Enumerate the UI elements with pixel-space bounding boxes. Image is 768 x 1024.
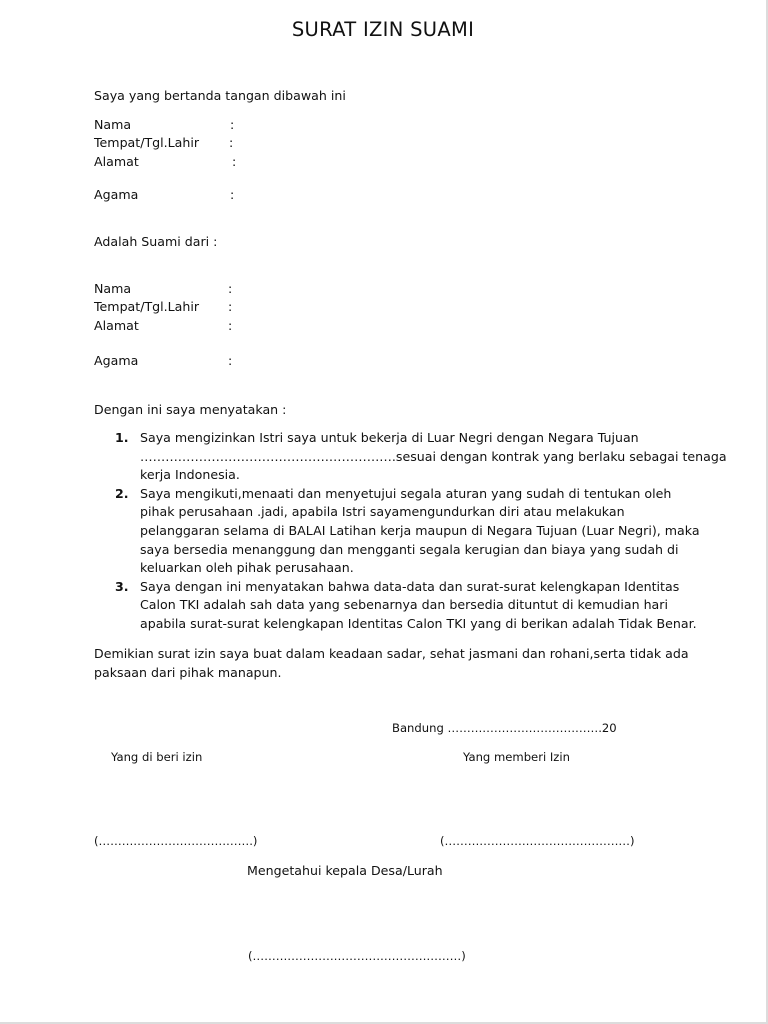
sign-right-label: Yang memberi Izin [463,750,570,764]
place-date: Bandung ………………………………….20 [392,721,617,735]
list-line: …………………………………………………….sesuai dengan kontrak yang berlaku sebagai tenaga [140,449,727,464]
list-line: pihak perusahaan .jadi, apabila Istri sayamengundurkan diri atau melakukan [140,504,625,519]
document-title: SURAT IZIN SUAMI [291,18,475,41]
field-label: Agama [94,353,139,368]
list-line: Calon TKI adalah sah data yang sebenarnya dan bersedia dituntut di kemudian hari [140,597,668,612]
field-colon: : [228,353,233,368]
field-colon: : [228,318,233,333]
list-line: kerja Indonesia. [140,467,240,482]
acknowledge-sign-line: (………………………………………………) [248,949,466,963]
field-colon: : [230,117,235,132]
list-line: saya bersedia menanggung dan mengganti segala kerugian dan biaya yang sudah di [140,542,679,557]
acknowledge-text: Mengetahui kepala Desa/Lurah [247,863,443,878]
field-label: Tempat/Tgl.Lahir [94,299,200,314]
field-label: Alamat [94,318,139,333]
list-line: Saya mengikuti,menaati dan menyetujui segala aturan yang sudah di tentukan oleh [140,486,672,501]
field-label: Agama [94,187,139,202]
field-colon: : [228,299,233,314]
statement-intro: Dengan ini saya menyatakan : [94,402,287,417]
closing-line: paksaan dari pihak manapun. [94,665,282,680]
list-line: Saya dengan ini menyatakan bahwa data-data dan surat-surat kelengkapan Identitas [140,579,680,594]
list-line: apabila surat-surat kelengkapan Identitas Calon TKI yang di berikan adalah Tidak Benar. [140,616,697,631]
field-label: Nama [94,281,132,296]
list-number: 1. [115,430,129,445]
sign-left-line: (………………………………….) [94,834,258,848]
list-line: pelanggaran selama di BALAI Latihan kerja maupun di Negara Tujuan (Luar Negri), maka [140,523,700,538]
field-label: Tempat/Tgl.Lahir [94,135,200,150]
sign-left-label: Yang di beri izin [111,750,203,764]
list-number: 3. [115,579,129,594]
husband-of-text: Adalah Suami dari : [94,234,218,249]
closing-line: Demikian surat izin saya buat dalam keadaan sadar, sehat jasmani dan rohani,serta tidak ada [94,646,689,661]
list-line: keluarkan oleh pihak perusahaan. [140,560,354,575]
field-colon: : [230,187,235,202]
list-line: Saya mengizinkan Istri saya untuk bekerja di Luar Negri dengan Negara Tujuan [140,430,639,445]
field-colon: : [229,135,234,150]
field-label: Alamat [94,154,139,169]
field-colon: : [228,281,233,296]
field-label: Nama [94,117,132,132]
field-colon: : [232,154,237,169]
intro-text: Saya yang bertanda tangan dibawah ini [94,88,346,103]
list-number: 2. [115,486,129,501]
sign-right-line: (…………………………………………) [440,834,635,848]
